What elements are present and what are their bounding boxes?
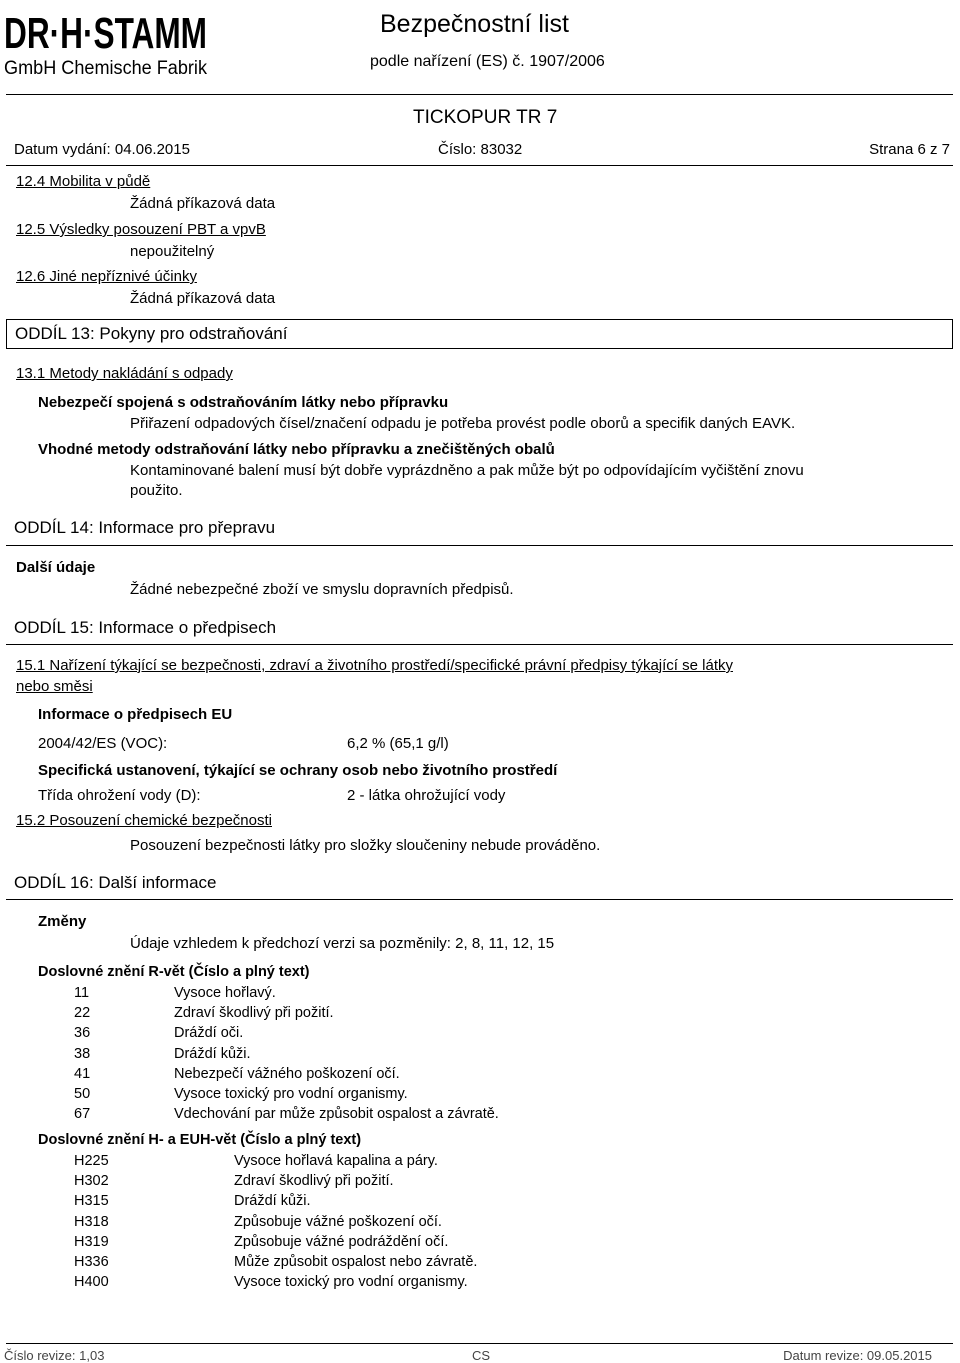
h-phrase-code: H225 [74, 1153, 109, 1169]
voc-label: 2004/42/ES (VOC): [38, 735, 168, 752]
r-phrase-code: 67 [74, 1106, 91, 1123]
section-16-divider [6, 899, 953, 900]
text-changes: Údaje vzhledem k předchozí verzi sa pozměnily: 2, 8, 11, 12, 15 [130, 935, 555, 952]
section-13-title: ODDÍL 13: Pokyny pro odstraňování [15, 324, 288, 343]
document-title: Bezpečnostní list [380, 10, 569, 38]
value-12-6: Žádná příkazová data [130, 290, 276, 307]
h-phrase-text: Zdraví škodlivý při požití. [234, 1173, 394, 1190]
r-phrase-text: Zdraví škodlivý při požití. [174, 1005, 334, 1022]
r-phrase-code: 36 [74, 1025, 91, 1042]
r-phrase-text: Vysoce toxický pro vodní organismy. [174, 1086, 408, 1102]
h-phrase-code: H318 [74, 1213, 109, 1230]
logo-text: DR·H·STAMM [4, 9, 207, 58]
footer-divider [6, 1343, 953, 1344]
footer-language: CS [472, 1348, 491, 1363]
value-12-4: Žádná příkazová data [130, 195, 276, 212]
regulation-subtitle: podle nařízení (ES) č. 1907/2006 [370, 53, 605, 70]
heading-12-6: 12.6 Jiné nepříznivé účinky [16, 268, 197, 285]
issue-date: Datum vydání: 04.06.2015 [14, 141, 190, 158]
text-packaging-line1: Kontaminované balení musí být dobře vyprázdněno a pak může být po odpovídajícím vyčištění znovu [130, 462, 804, 479]
heading-15-1-line2: nebo směsi [16, 678, 93, 695]
heading-12-5: 12.5 Výsledky posouzení PBT a vpvB [16, 221, 266, 238]
r-phrase-code: 38 [74, 1045, 91, 1062]
section-13-header [6, 319, 953, 349]
h-phrase-text: Vysoce hořlavá kapalina a páry. [234, 1153, 438, 1169]
heading-15-2: 15.2 Posouzení chemické bezpečnosti [16, 812, 272, 829]
r-phrase-code: 41 [74, 1065, 91, 1082]
product-name: TICKOPUR TR 7 [413, 107, 558, 128]
r-phrase-text: Vysoce hořlavý. [174, 985, 276, 1001]
header-bottom-divider [6, 165, 953, 166]
r-phrase-text: Vdechování par může způsobit ospalost a závratě. [174, 1106, 499, 1123]
h-phrase-code: H319 [74, 1233, 109, 1250]
h-phrase-code: H336 [74, 1254, 109, 1270]
h-phrase-code: H315 [74, 1193, 109, 1210]
water-hazard-value: 2 - látka ohrožující vody [347, 787, 506, 804]
r-phrase-code: 50 [74, 1086, 91, 1102]
r-phrase-text: Nebezpečí vážného poškození očí. [174, 1065, 400, 1082]
r-phrase-text: Dráždí oči. [174, 1025, 244, 1042]
subheading-further-info: Další údaje [16, 559, 96, 576]
h-phrase-text: Způsobuje vážné poškození očí. [234, 1213, 442, 1230]
r-phrase-code: 22 [74, 1005, 91, 1022]
text-packaging-line2: použito. [130, 482, 183, 499]
h-phrases-heading: Doslovné znění H- a EUH-vět (Číslo a plný text) [38, 1132, 362, 1148]
subheading-eu-regulations: Informace o předpisech EU [38, 706, 233, 723]
page-indicator: Strana 6 z 7 [869, 141, 950, 158]
h-phrase-text: Dráždí kůži. [234, 1193, 311, 1210]
section-14-title: ODDÍL 14: Informace pro přepravu [14, 518, 276, 537]
document-number: Číslo: 83032 [438, 141, 523, 158]
footer-revision-date: Datum revize: 09.05.2015 [783, 1348, 932, 1363]
h-phrase-text: Může způsobit ospalost nebo závratě. [234, 1254, 478, 1270]
r-phrase-code: 11 [74, 985, 90, 1001]
section-15-title: ODDÍL 15: Informace o předpisech [14, 618, 277, 637]
r-phrases-heading: Doslovné znění R-vět (Číslo a plný text) [38, 964, 310, 980]
header-divider [6, 94, 953, 95]
subheading-disposal-hazards: Nebezpečí spojená s odstraňováním látky nebo přípravku [38, 394, 449, 411]
text-waste-codes: Přiřazení odpadových čísel/značení odpadu je potřeba provést podle oborů a specifik daných EAVK. [130, 415, 796, 432]
section-16-title: ODDÍL 16: Další informace [14, 873, 217, 892]
text-transport: Žádné nebezpečné zboží ve smyslu dopravních předpisů. [130, 581, 514, 598]
subheading-specific-provisions: Specifická ustanovení, týkající se ochrany osob nebo životního prostředí [38, 762, 558, 779]
heading-12-4: 12.4 Mobilita v půdě [16, 173, 151, 190]
logo-graphic [4, 6, 219, 78]
h-phrase-text: Způsobuje vážné podráždění očí. [234, 1233, 449, 1250]
subheading-disposal-methods: Vhodné metody odstraňování látky nebo přípravku a znečištěných obalů [38, 441, 555, 458]
value-12-5: nepoužitelný [130, 243, 215, 260]
r-phrase-text: Dráždí kůži. [174, 1045, 251, 1062]
h-phrase-text: Vysoce toxický pro vodní organismy. [234, 1274, 468, 1291]
heading-13-1: 13.1 Metody nakládání s odpady [16, 365, 233, 382]
voc-value: 6,2 % (65,1 g/l) [347, 735, 449, 752]
heading-15-1-line1: 15.1 Nařízení týkající se bezpečnosti, zdraví a životního prostředí/specifické právní předpisy týkající se látky [16, 657, 733, 674]
water-hazard-label: Třída ohrožení vody (D): [38, 787, 201, 804]
subheading-changes: Změny [38, 913, 87, 930]
footer-revision-number: Číslo revize: 1,03 [4, 1348, 105, 1363]
section-14-divider [6, 545, 953, 546]
text-chemical-safety: Posouzení bezpečnosti látky pro složky sloučeniny nebude prováděno. [130, 837, 601, 854]
company-logo [4, 6, 219, 83]
logo-subtitle: GmbH Chemische Fabrik [4, 58, 208, 79]
h-phrase-code: H302 [74, 1173, 109, 1190]
h-phrase-code: H400 [74, 1274, 109, 1291]
section-15-divider [6, 644, 953, 645]
